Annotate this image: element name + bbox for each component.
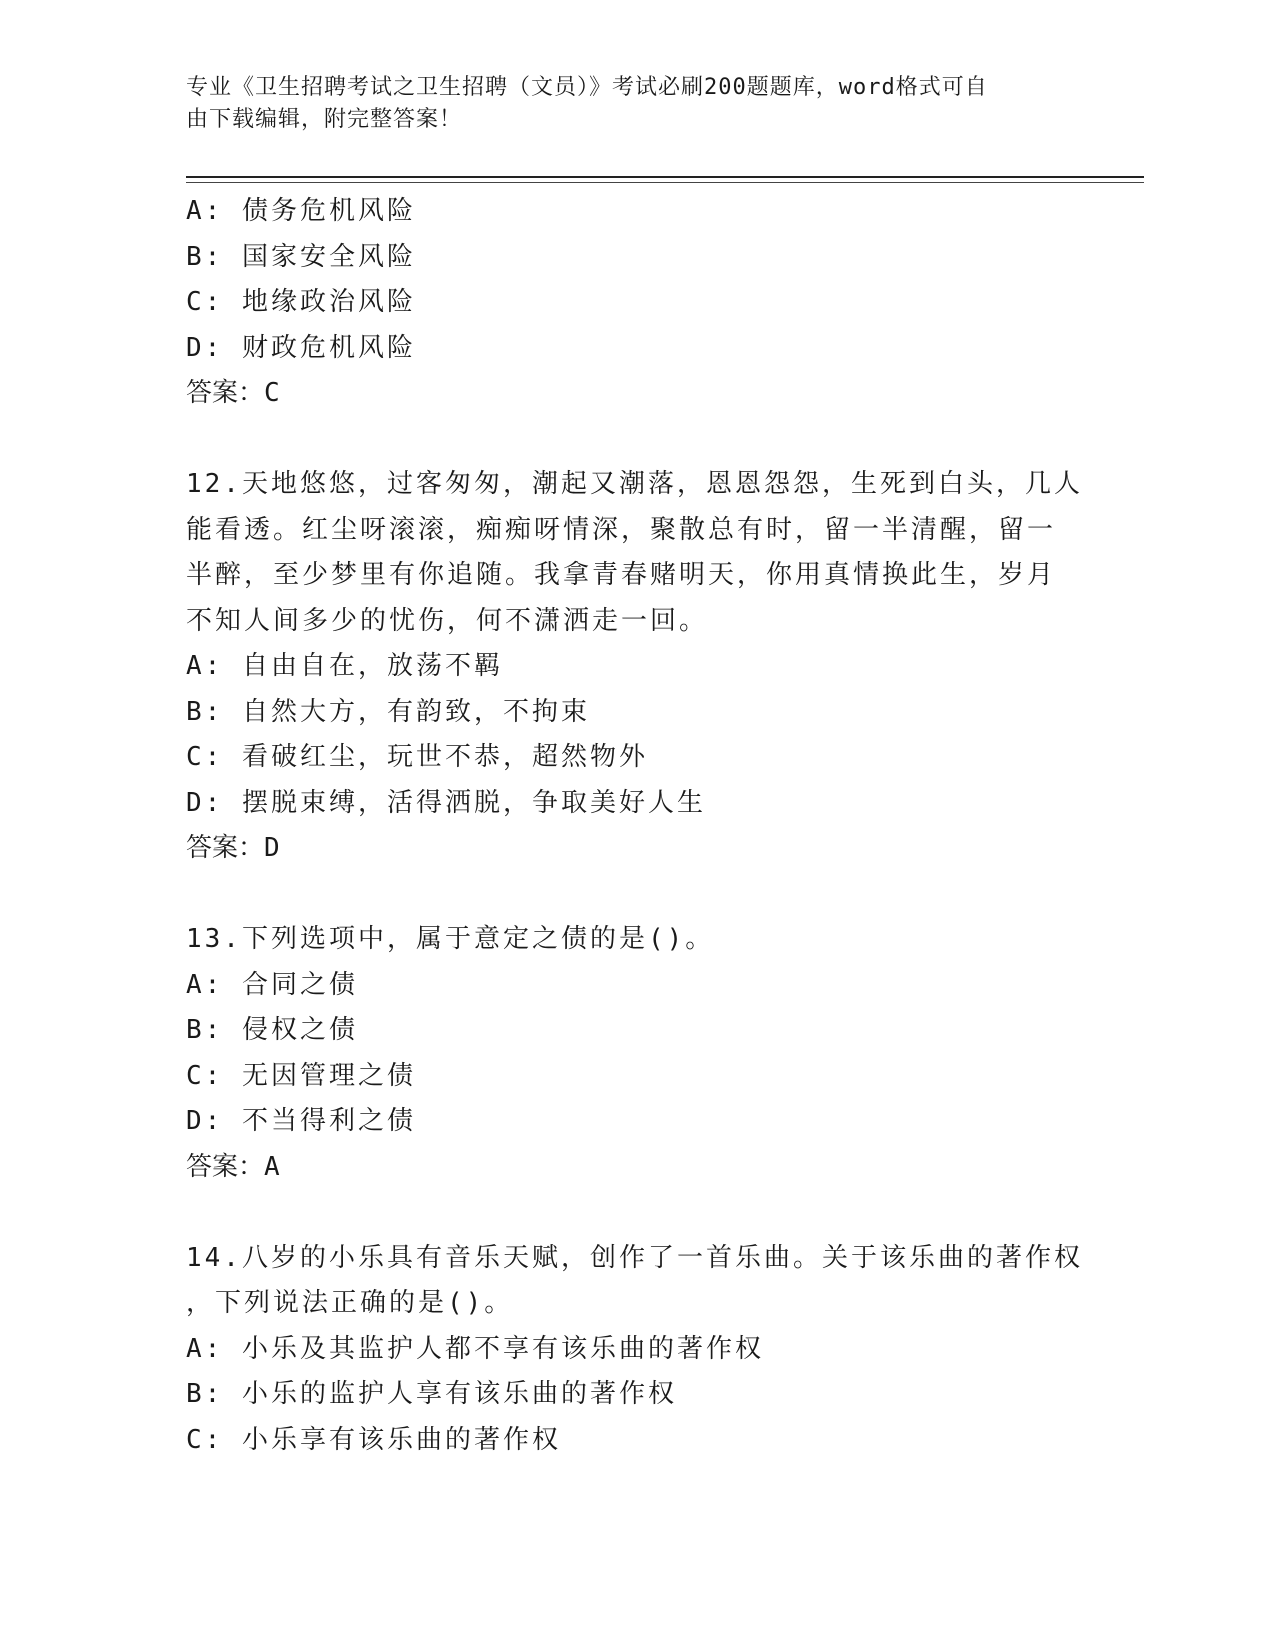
- question-list: [186, 189, 1083, 1463]
- question-stem-line: 能看透。红尘呀滚滚，痴痴呀情深，聚散总有时，留一半清醒，留一: [186, 514, 1057, 545]
- header-title-line-2: 由下载编辑，附完整答案！: [186, 107, 463, 132]
- option-a: A: 合同之债: [186, 969, 358, 1000]
- option-a: A: 债务危机风险: [186, 196, 416, 226]
- question-spacer: [186, 417, 1066, 463]
- question-stem-line: 不知人间多少的忧伤，何不潇洒走一回。: [186, 605, 709, 636]
- answer: 答案：C: [186, 378, 280, 408]
- question-13: [186, 917, 1066, 1190]
- question-stem-line: 12.天地悠悠，过客匆匆，潮起又潮落，恩恩怨怨，生死到白头，几人: [186, 469, 1083, 499]
- option-d: D: 财政危机风险: [186, 332, 416, 363]
- header-divider-thick: [186, 176, 1144, 178]
- option-c: C: 无因管理之债: [186, 1060, 416, 1091]
- option-b: B: 国家安全风险: [186, 241, 416, 272]
- question-stem-line: 13.下列选项中，属于意定之债的是()。: [186, 924, 715, 954]
- question-stem-line: 半醉，至少梦里有你追随。我拿青春赌明天，你用真情换此生，岁月: [186, 560, 1057, 590]
- answer: 答案：D: [186, 833, 280, 863]
- option-d: D: 摆脱束缚，活得洒脱，争取美好人生: [186, 787, 706, 818]
- option-c: C: 小乐享有该乐曲的著作权: [186, 1424, 561, 1455]
- option-b: B: 侵权之债: [186, 1015, 358, 1045]
- option-c: C: 看破红尘，玩世不恭，超然物外: [186, 742, 648, 772]
- question-12: [186, 462, 1083, 872]
- question-spacer: [186, 872, 1066, 918]
- document-header: [186, 72, 1066, 136]
- option-b: B: 自然大方，有韵致，不拘束: [186, 696, 590, 727]
- option-d: D: 不当得利之债: [186, 1106, 416, 1136]
- answer: 答案：A: [186, 1151, 280, 1182]
- header-title-line-1: 专业《卫生招聘考试之卫生招聘（文员）》考试必刷200题题库，word格式可自: [186, 75, 988, 100]
- question-11: [186, 189, 1066, 417]
- question-stem-line: ，下列说法正确的是()。: [186, 1288, 514, 1318]
- header-divider-thin: [186, 182, 1144, 183]
- option-a: A: 小乐及其监护人都不享有该乐曲的著作权: [186, 1333, 764, 1364]
- option-a: A: 自由自在，放荡不羁: [186, 651, 503, 681]
- option-b: B: 小乐的监护人享有该乐曲的著作权: [186, 1379, 677, 1409]
- question-14: [186, 1236, 1083, 1464]
- question-spacer: [186, 1190, 1066, 1236]
- question-stem-line: 14.八岁的小乐具有音乐天赋，创作了一首乐曲。关于该乐曲的著作权: [186, 1242, 1083, 1273]
- option-c: C: 地缘政治风险: [186, 287, 416, 317]
